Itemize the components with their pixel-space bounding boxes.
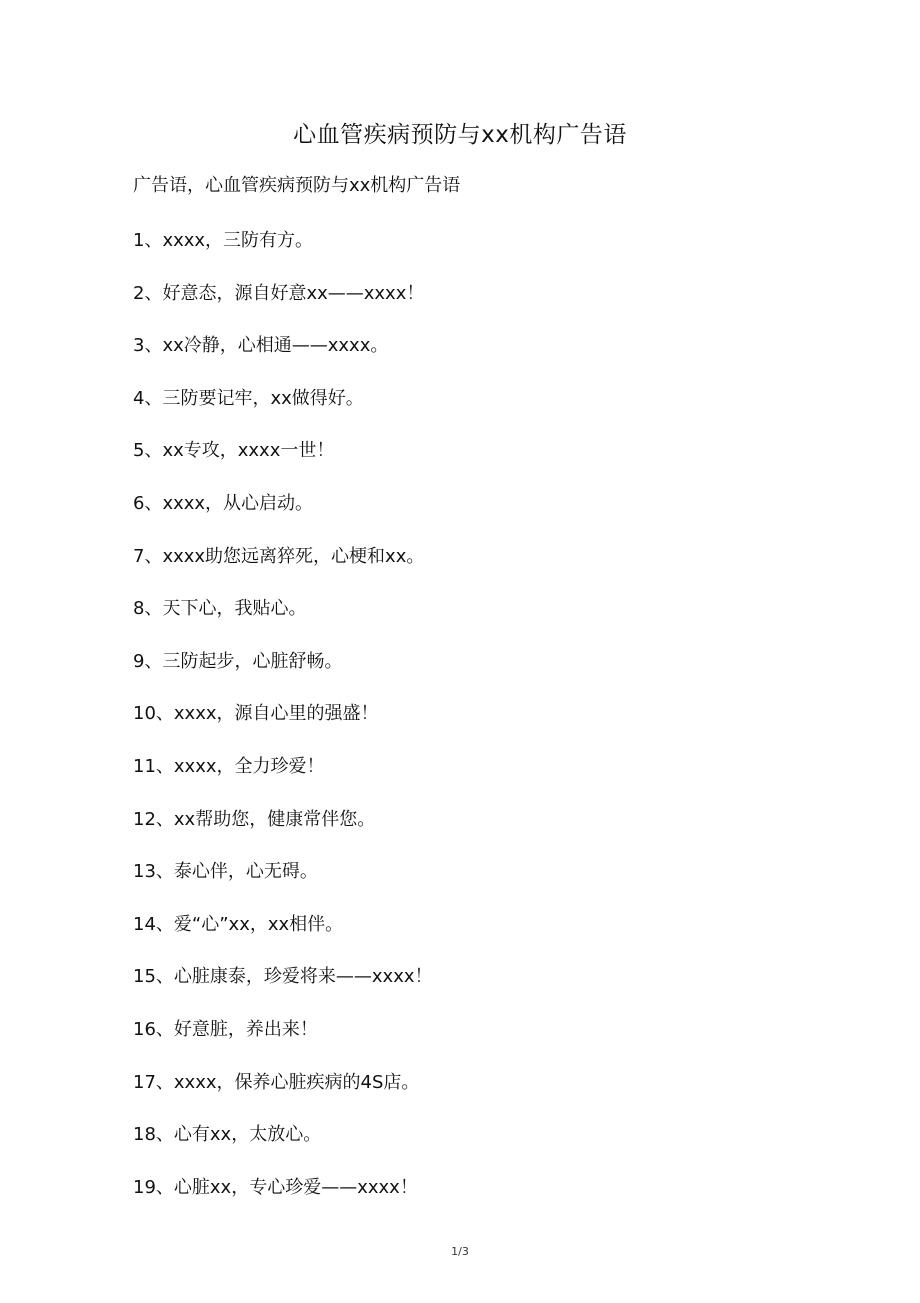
document-title: 心血管疾病预防与xx机构广告语 <box>293 122 627 148</box>
document-intro: 广告语，心血管疾病预防与xx机构广告语 <box>133 175 461 196</box>
slogan-item: 12、xx帮助您，健康常伴您。 <box>133 808 376 830</box>
slogan-item: 13、泰心伴，心无碍。 <box>133 861 318 883</box>
slogan-list <box>133 227 433 1226</box>
slogan-item: 7、xxxx助您远离猝死，心梗和xx。 <box>133 545 425 567</box>
slogan-item: 2、好意态，源自好意xx——xxxx！ <box>133 282 425 304</box>
slogan-item: 3、xx冷静，心相通——xxxx。 <box>133 335 389 357</box>
slogan-item: 6、xxxx，从心启动。 <box>133 492 314 514</box>
slogan-item: 19、心脏xx，专心珍爱——xxxx！ <box>133 1176 418 1198</box>
slogan-item: 9、三防起步，心脏舒畅。 <box>133 650 343 672</box>
slogan-item: 1、xxxx，三防有方。 <box>133 230 314 251</box>
slogan-item: 16、好意脏，养出来！ <box>133 1018 318 1040</box>
slogan-item: 5、xx专攻，xxxx一世！ <box>133 440 335 462</box>
slogan-item: 14、爱“心”xx，xx相伴。 <box>133 913 344 935</box>
slogan-item: 10、xxxx，源自心里的强盛！ <box>133 703 379 725</box>
slogan-item: 17、xxxx，保养心脏疾病的4S店。 <box>133 1071 420 1093</box>
slogan-item: 8、天下心，我贴心。 <box>133 598 307 620</box>
slogan-item: 18、心有xx，太放心。 <box>133 1124 322 1146</box>
page-number: 1/3 <box>451 1245 469 1258</box>
slogan-item: 15、心脏康泰，珍爱将来——xxxx！ <box>133 966 433 988</box>
slogan-item: 11、xxxx，全力珍爱！ <box>133 755 325 777</box>
slogan-item: 4、三防要记牢，xx做得好。 <box>133 387 364 409</box>
